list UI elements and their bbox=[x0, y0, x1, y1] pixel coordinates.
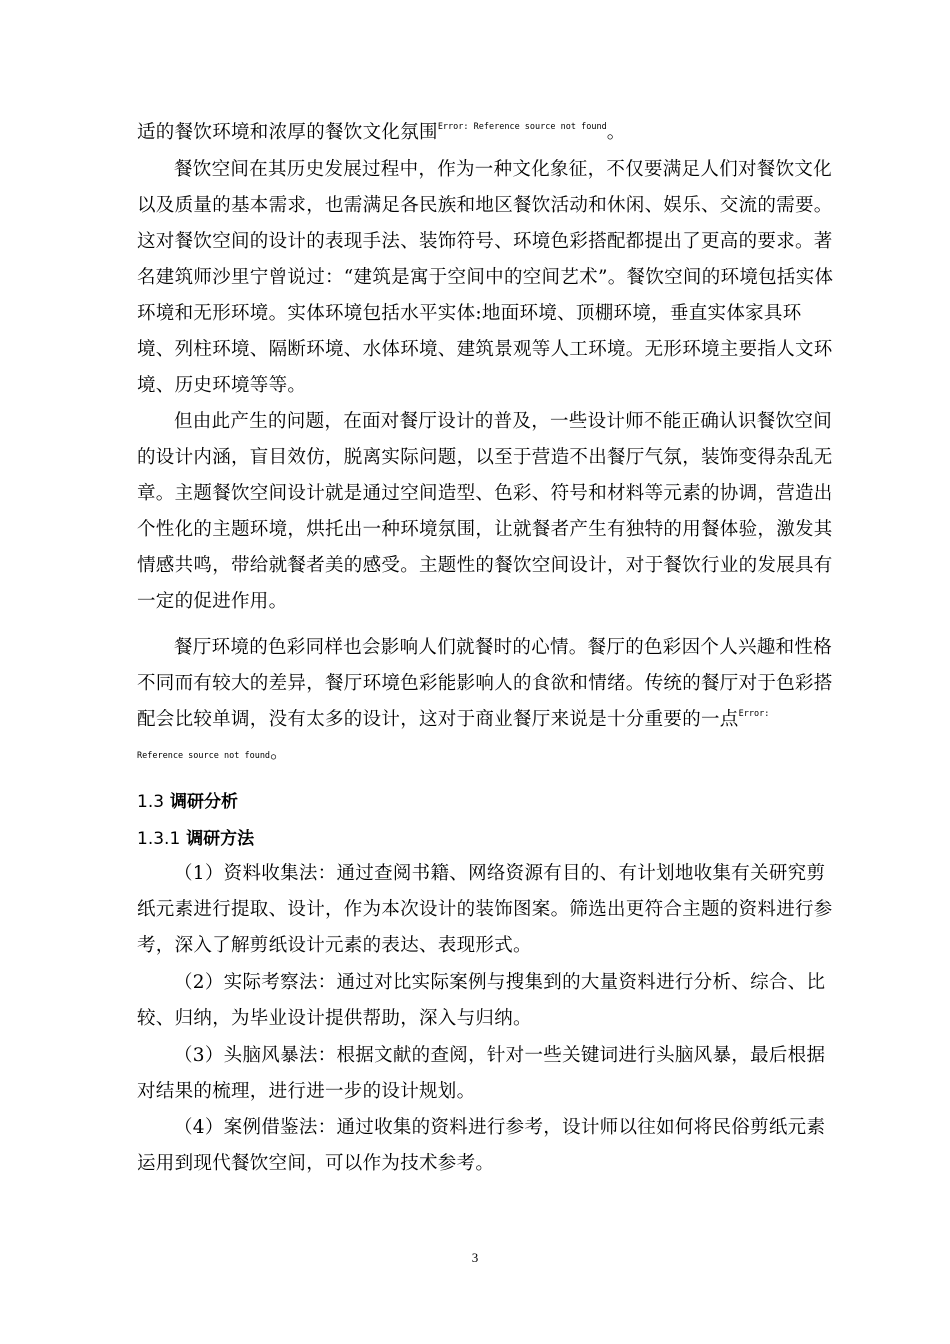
paragraph-end: 。 bbox=[270, 742, 289, 763]
section-heading bbox=[137, 787, 238, 812]
page-number: 3 bbox=[471, 1250, 479, 1265]
method-item: （3）头脑风暴法：根据文献的查阅，针对一些关键词进行头脑风暴，最后根据对结果的梳理，进行进一步的设计规划。 bbox=[137, 1045, 826, 1102]
subsection-title: 调研方法 bbox=[186, 829, 255, 849]
subsection-number: 1.3.1 bbox=[137, 829, 181, 849]
paragraph-continuation bbox=[137, 115, 837, 151]
paragraph-end: 。 bbox=[606, 122, 626, 143]
paragraph-text: 餐厅环境的色彩同样也会影响人们就餐时的心情。餐厅的色彩因个人兴趣和性格不同而有较大的差异，餐厅环境色彩能影响人的食欲和情绪。传统的餐厅对于色彩搭配会比较单调，没有太多的设计，这对于商业餐厅来说是十分重要的一点 bbox=[137, 637, 833, 730]
reference-error-text: Error: Reference source not found bbox=[437, 122, 607, 132]
reference-error-text: Reference source not found bbox=[137, 751, 271, 761]
section-number: 1.3 bbox=[137, 792, 165, 812]
subsection-heading bbox=[137, 824, 254, 849]
paragraph-dining-space: 餐饮空间在其历史发展过程中，作为一种文化象征，不仅要满足人们对餐饮文化以及质量的基本需求，也需满足各民族和地区餐饮活动和休闲、娱乐、交流的需要。这对餐饮空间的设计的表现手法、装饰符号、环境色彩搭配都提出了更高的要求。著名建筑师沙里宁曾说过：“建筑是寓于空间中的空间艺术”。餐饮空间的环境包括实体环境和无形环境。实体环境包括水平实体:地面环境、顶棚环境，垂直实体家具环境、列柱环境、隔断环境、水体环境、建筑景观等人工环境。无形环境主要指人文环境、历史环境等等。 bbox=[137, 159, 834, 396]
paragraph-text: 适的餐饮环境和浓厚的餐饮文化氛围 bbox=[137, 122, 438, 143]
method-item: （1）资料收集法：通过查阅书籍、网络资源有目的、有计划地收集有关研究剪纸元素进行提取、设计，作为本次设计的装饰图案。筛选出更符合主题的资料进行参考，深入了解剪纸设计元素的表达、表现形式。 bbox=[137, 863, 833, 956]
section-title: 调研分析 bbox=[169, 792, 238, 812]
method-item: （4）案例借鉴法：通过收集的资料进行参考，设计师以往如何将民俗剪纸元素运用到现代餐饮空间，可以作为技术参考。 bbox=[137, 1117, 826, 1174]
method-item: （2）实际考察法：通过对比实际案例与搜集到的大量资料进行分析、综合、比较、归纳，为毕业设计提供帮助，深入与归纳。 bbox=[137, 972, 826, 1029]
paragraph-color-ref-line bbox=[137, 738, 837, 771]
paragraph-design-problem: 但由此产生的问题，在面对餐厅设计的普及，一些设计师不能正确认识餐饮空间的设计内涵，盲目效仿，脱离实际问题，以至于营造不出餐厅气氛，装饰变得杂乱无章。主题餐饮空间设计就是通过空间造型、色彩、符号和材料等元素的协调，营造出个性化的主题环境，烘托出一种环境氛围，让就餐者产生有独特的用餐体验，激发其情感共鸣，带给就餐者美的感受。主题性的餐饮空间设计，对于餐饮行业的发展具有一定的促进作用。 bbox=[137, 411, 833, 612]
paragraph-color bbox=[137, 630, 837, 738]
reference-error-text: Error: bbox=[738, 709, 770, 719]
